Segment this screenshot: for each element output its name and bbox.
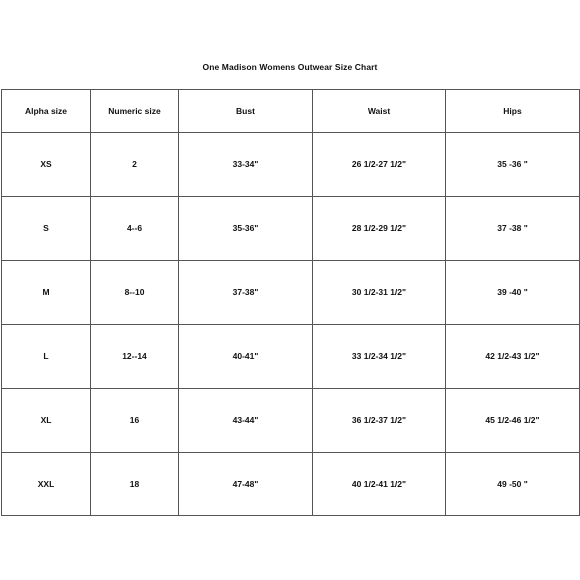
cell-alpha-size: XXL <box>2 453 91 516</box>
size-chart-table <box>1 89 580 516</box>
cell-alpha-size: M <box>2 261 91 325</box>
cell-waist: 30 1/2-31 1/2" <box>313 261 446 325</box>
cell-numeric-size: 16 <box>91 389 179 453</box>
cell-alpha-size: S <box>2 197 91 261</box>
table-row <box>2 133 580 197</box>
table-row <box>2 261 580 325</box>
cell-bust: 33-34" <box>179 133 313 197</box>
cell-hips: 49 -50 " <box>446 453 580 516</box>
cell-bust: 43-44" <box>179 389 313 453</box>
cell-bust: 47-48" <box>179 453 313 516</box>
table-header-row <box>2 90 580 133</box>
cell-numeric-size: 2 <box>91 133 179 197</box>
chart-title: One Madison Womens Outwear Size Chart <box>202 62 378 72</box>
cell-bust: 40-41" <box>179 325 313 389</box>
cell-alpha-size: L <box>2 325 91 389</box>
table-row <box>2 389 580 453</box>
cell-waist: 33 1/2-34 1/2" <box>313 325 446 389</box>
cell-hips: 42 1/2-43 1/2" <box>446 325 580 389</box>
header-waist: Waist <box>313 90 446 133</box>
cell-waist: 28 1/2-29 1/2" <box>313 197 446 261</box>
cell-bust: 37-38" <box>179 261 313 325</box>
cell-bust: 35-36" <box>179 197 313 261</box>
cell-hips: 37 -38 " <box>446 197 580 261</box>
header-alpha-size: Alpha size <box>2 90 91 133</box>
header-hips: Hips <box>446 90 580 133</box>
table-row <box>2 453 580 516</box>
cell-hips: 35 -36 " <box>446 133 580 197</box>
cell-hips: 39 -40 " <box>446 261 580 325</box>
table-row <box>2 197 580 261</box>
cell-waist: 36 1/2-37 1/2" <box>313 389 446 453</box>
header-bust: Bust <box>179 90 313 133</box>
cell-waist: 26 1/2-27 1/2" <box>313 133 446 197</box>
cell-numeric-size: 12--14 <box>91 325 179 389</box>
cell-alpha-size: XS <box>2 133 91 197</box>
cell-waist: 40 1/2-41 1/2" <box>313 453 446 516</box>
header-numeric-size: Numeric size <box>91 90 179 133</box>
cell-numeric-size: 18 <box>91 453 179 516</box>
cell-hips: 45 1/2-46 1/2" <box>446 389 580 453</box>
table-row <box>2 325 580 389</box>
cell-alpha-size: XL <box>2 389 91 453</box>
cell-numeric-size: 8--10 <box>91 261 179 325</box>
cell-numeric-size: 4--6 <box>91 197 179 261</box>
